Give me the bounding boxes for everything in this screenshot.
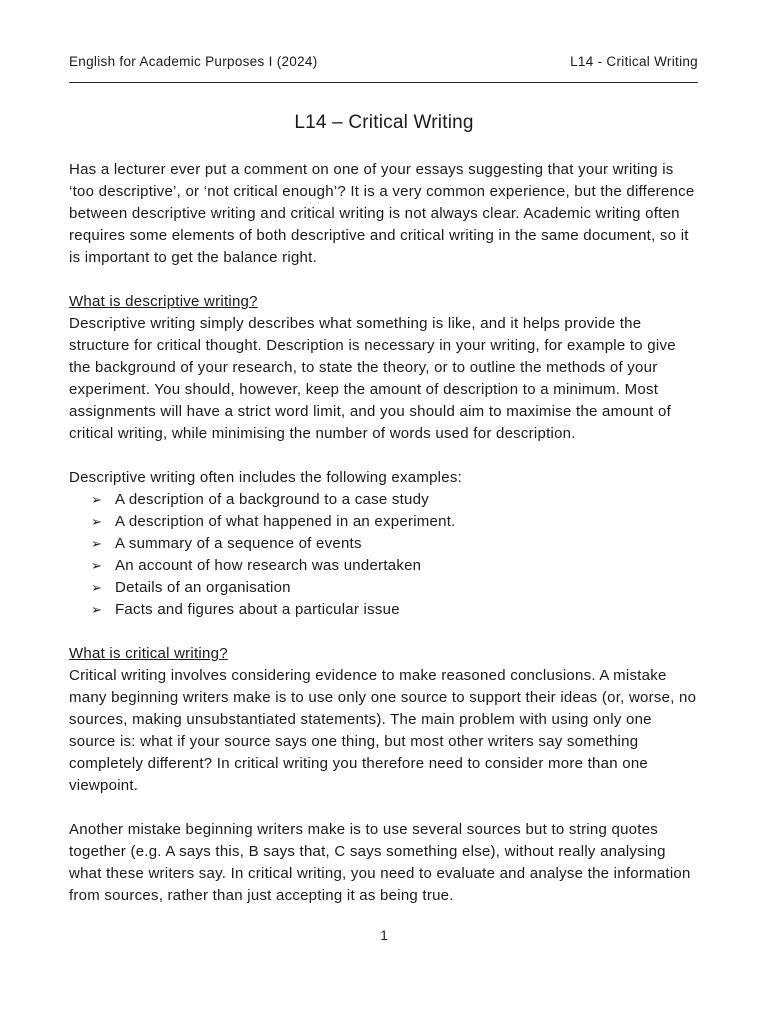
descriptive-paragraph: Descriptive writing simply describes what something is like, and it helps provide the structure for critical thought. Description is necessary in your writing, for example to give the background of your research, to state the theory, or to outline the methods of your experiment. You should, however, keep the amount of description to a minimum. Most assignments will have a strict word limit, and you should aim to maximise the amount of critical writing, while minimising the number of words used for description. bbox=[69, 315, 676, 442]
arrow-bullet-icon: ➢ bbox=[91, 536, 103, 551]
intro-paragraph: Has a lecturer ever put a comment on one of your essays suggesting that your writing is ‘too descriptive’, or ‘not critical enough’? It is a very common experience, but the difference between descriptive writing and critical writing is not always clear. Academic writing often requires some elements of both descriptive and critical writing in the same document, so it is important to get the balance right. bbox=[69, 161, 695, 266]
arrow-bullet-icon: ➢ bbox=[91, 580, 103, 595]
section-heading-critical: What is critical writing? bbox=[69, 645, 228, 662]
running-header bbox=[69, 52, 698, 70]
list-item: ➢ Details of an organisation bbox=[69, 577, 698, 599]
arrow-bullet-icon: ➢ bbox=[91, 602, 103, 617]
document-title: L14 – Critical Writing bbox=[294, 112, 474, 133]
arrow-bullet-icon: ➢ bbox=[91, 514, 103, 529]
list-item: ➢ An account of how research was undertaken bbox=[69, 555, 698, 577]
arrow-bullet-icon: ➢ bbox=[91, 558, 103, 573]
critical-paragraph-2: Another mistake beginning writers make is to use several sources but to string quotes together (e.g. A says this, B says that, C says something else), without really analysing what these writers say. In critical writing, you need to evaluate and analyse the information from sources, rather than just accepting it as being true. bbox=[69, 821, 691, 904]
document-body bbox=[69, 159, 698, 907]
header-lesson-title: L14 - Critical Writing bbox=[570, 53, 698, 69]
header-course-title: English for Academic Purposes I (2024) bbox=[69, 53, 318, 69]
list-item: ➢ Facts and figures about a particular issue bbox=[69, 599, 698, 621]
page-number: 1 bbox=[380, 928, 388, 943]
examples-intro: Descriptive writing often includes the following examples: bbox=[69, 469, 463, 486]
section-heading-descriptive: What is descriptive writing? bbox=[69, 293, 258, 310]
list-item: ➢ A description of what happened in an experiment. bbox=[69, 511, 698, 533]
examples-list bbox=[69, 489, 698, 621]
critical-paragraph-1: Critical writing involves considering evidence to make reasoned conclusions. A mistake many beginning writers make is to use only one source to support their ideas (or, worse, no sources, making unsubstantiated statements). The main problem with using only one source is: what if your source says one thing, but most other writers say something completely different? In critical writing you therefore need to consider more than one viewpoint. bbox=[69, 667, 697, 794]
arrow-bullet-icon: ➢ bbox=[91, 492, 103, 507]
list-item: ➢ A description of a background to a case study bbox=[69, 489, 698, 511]
list-item: ➢ A summary of a sequence of events bbox=[69, 533, 698, 555]
header-rule bbox=[69, 82, 698, 83]
